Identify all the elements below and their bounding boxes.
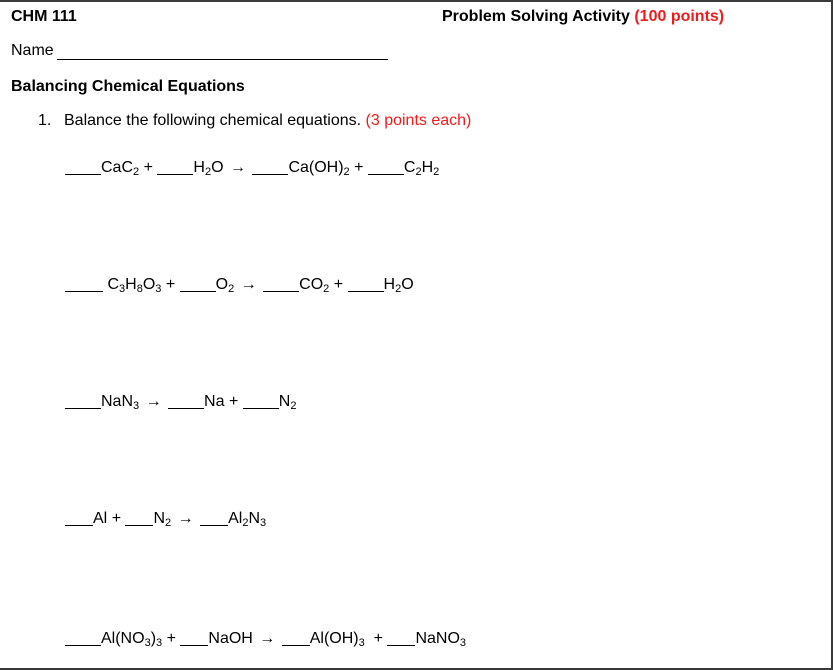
coefficient-blank[interactable]: [65, 275, 103, 292]
coefficient-blank[interactable]: [368, 158, 404, 175]
coefficient-blank[interactable]: [65, 629, 101, 646]
coefficient-blank[interactable]: [263, 275, 299, 292]
coefficient-blank[interactable]: [200, 509, 228, 526]
name-blank-line[interactable]: [57, 42, 388, 60]
reaction-arrow-icon: →: [229, 159, 246, 176]
formula: Na: [204, 393, 225, 410]
coefficient-blank[interactable]: [387, 629, 415, 646]
coefficient-blank[interactable]: [243, 392, 279, 409]
formula: NaNO$_3$: [415, 630, 467, 649]
frame-top-border: [0, 0, 833, 2]
coefficient-blank[interactable]: [65, 158, 101, 175]
formula: $Al_2N_3$: [228, 510, 267, 529]
question-points: (3 points each): [365, 112, 472, 129]
question-text: Balance the following chemical equations.: [64, 112, 362, 129]
coefficient-blank[interactable]: [180, 629, 208, 646]
activity-title: [442, 8, 724, 26]
activity-label: Problem Solving Activity: [442, 8, 630, 25]
plus-sign: +: [228, 393, 239, 410]
coefficient-blank[interactable]: [125, 509, 153, 526]
course-code: CHM 111: [11, 8, 77, 25]
formula: $N_2$: [153, 510, 172, 529]
activity-points: (100 points): [634, 8, 725, 25]
plus-sign: +: [373, 630, 383, 647]
question-number: 1.: [38, 112, 52, 129]
equation-3: [65, 392, 296, 411]
equation-2: [65, 275, 414, 294]
coefficient-blank[interactable]: [180, 275, 216, 292]
coefficient-blank[interactable]: [252, 158, 288, 175]
formula: $C_3H_8O_3$: [107, 276, 162, 295]
equation-4: [65, 509, 266, 528]
plus-sign: +: [111, 510, 122, 527]
reaction-arrow-icon: →: [177, 510, 194, 527]
formula: $CO_2$: [299, 276, 330, 295]
coefficient-blank[interactable]: [157, 158, 193, 175]
formula: NaN$_3$: [101, 393, 140, 412]
formula: $N_2$: [278, 393, 297, 412]
reaction-arrow-icon: →: [240, 276, 257, 293]
coefficient-blank[interactable]: [168, 392, 204, 409]
name-label: Name: [11, 42, 54, 59]
plus-sign: +: [165, 276, 176, 293]
formula: NaOH: [208, 630, 253, 647]
equation-1: [65, 158, 439, 177]
formula: $H_2O$: [383, 276, 414, 295]
formula: CaC$_2$: [101, 159, 140, 178]
formula: $Al(OH)_3$: [309, 630, 365, 649]
reaction-arrow-icon: →: [259, 630, 276, 647]
formula: $Ca(OH)_2$: [288, 159, 350, 178]
name-field: [11, 42, 388, 60]
coefficient-blank[interactable]: [282, 629, 310, 646]
plus-sign: +: [166, 630, 176, 647]
coefficient-blank[interactable]: [348, 275, 384, 292]
equation-5: [65, 629, 466, 648]
plus-sign: +: [143, 159, 153, 176]
plus-sign: +: [333, 276, 344, 293]
coefficient-blank[interactable]: [65, 392, 101, 409]
formula: $H_2O$: [193, 159, 224, 178]
coefficient-blank[interactable]: [65, 509, 93, 526]
plus-sign: +: [354, 159, 364, 176]
section-title: Balancing Chemical Equations: [11, 78, 245, 95]
formula: $O_2$: [215, 276, 235, 295]
formula: $C_2H_2$: [403, 159, 440, 178]
question-instruction: [38, 112, 471, 130]
formula: Al: [93, 510, 108, 527]
formula: $Al(NO_3)_3$: [101, 630, 163, 649]
reaction-arrow-icon: →: [145, 393, 162, 410]
